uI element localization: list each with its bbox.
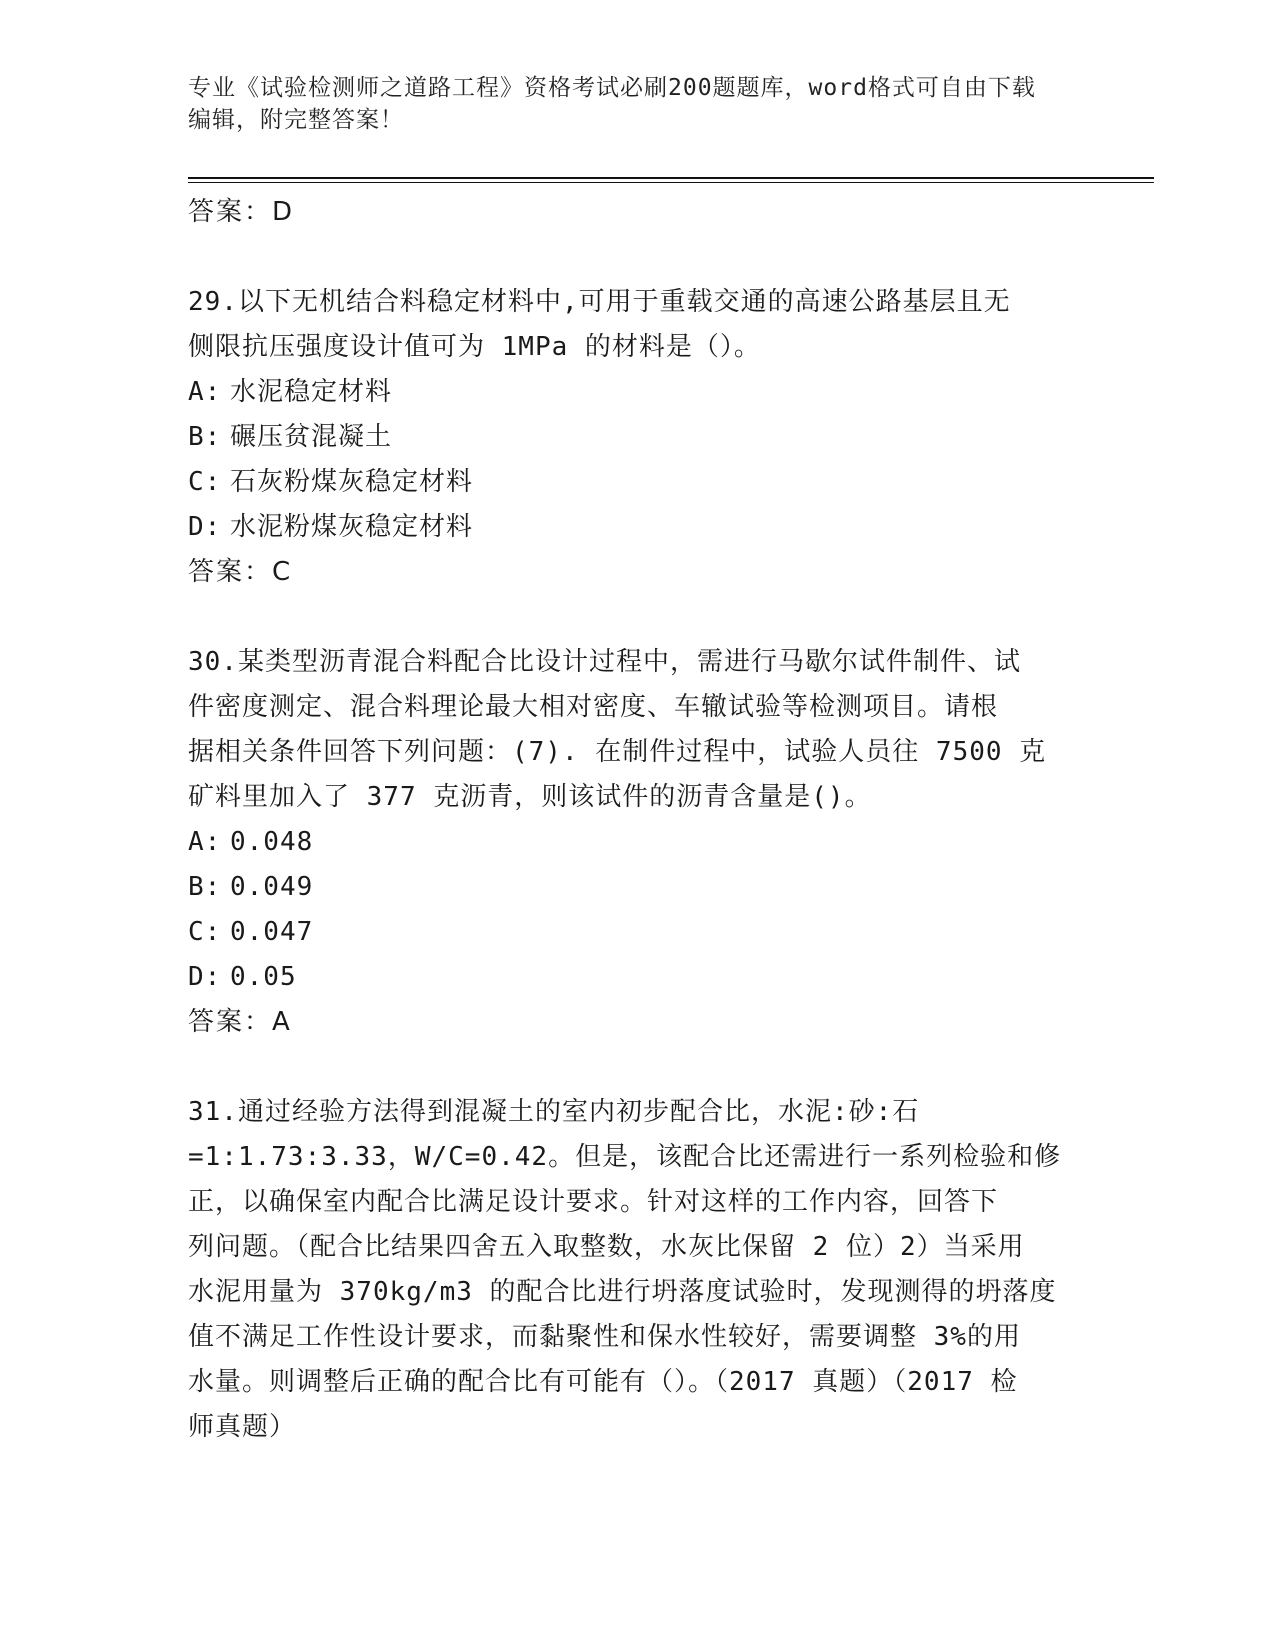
answer-line — [188, 550, 1078, 594]
answer-value: A — [272, 1007, 292, 1037]
question-29 — [188, 280, 1078, 594]
option-text: 水泥稳定材料 — [230, 377, 393, 407]
question-stem — [188, 280, 1078, 370]
option-c — [188, 460, 1078, 505]
question-stem-line: 30.某类型沥青混合料配合比设计过程中，需进行马歇尔试件制件、试 — [188, 647, 1021, 677]
option-c — [188, 910, 1078, 955]
option-d — [188, 955, 1078, 1000]
option-b — [188, 415, 1078, 460]
answer-line — [188, 190, 1078, 234]
answer-label: 答案： — [188, 557, 273, 587]
option-key: D: — [188, 512, 222, 542]
header-line-2: 编辑，附完整答案！ — [188, 107, 404, 133]
option-key: D: — [188, 962, 222, 992]
question-stem-line: 29.以下无机结合料稳定材料中,可用于重载交通的高速公路基层且无 — [188, 287, 1011, 317]
question-stem — [188, 1090, 1078, 1450]
option-text: 水泥粉煤灰稳定材料 — [230, 512, 474, 542]
answer-value: D — [272, 197, 295, 227]
option-text: 0.05 — [230, 962, 297, 992]
option-key: C: — [188, 467, 222, 497]
answer-value: C — [272, 557, 293, 587]
question-stem-line: 值不满足工作性设计要求，而黏聚性和保水性较好，需要调整 3%的用 — [188, 1322, 1021, 1352]
question-stem-line: =1:1.73:3.33，W/C=0.42。但是，该配合比还需进行一系列检验和修 — [188, 1142, 1062, 1172]
option-key: A: — [188, 377, 222, 407]
question-stem-line: 师真题） — [188, 1412, 297, 1442]
header-line-1: 专业《试验检测师之道路工程》资格考试必刷200题题库，word格式可自由下载 — [188, 75, 1036, 101]
question-30 — [188, 640, 1078, 1044]
answer-label: 答案： — [188, 197, 273, 227]
page-header — [188, 72, 1068, 136]
option-b — [188, 865, 1078, 910]
question-stem — [188, 640, 1078, 820]
question-stem-line: 侧限抗压强度设计值可为 1MPa 的材料是（）。 — [188, 332, 761, 362]
header-divider-thin — [188, 182, 1154, 183]
question-stem-line: 31.通过经验方法得到混凝土的室内初步配合比，水泥:砂:石 — [188, 1097, 920, 1127]
question-stem-line: 水泥用量为 370kg/m3 的配合比进行坍落度试验时，发现测得的坍落度 — [188, 1277, 1057, 1307]
option-text: 0.048 — [230, 827, 314, 857]
option-text: 0.049 — [230, 872, 314, 902]
document-body — [188, 190, 1078, 1450]
option-d — [188, 505, 1078, 550]
question-stem-line: 件密度测定、混合料理论最大相对密度、车辙试验等检测项目。请根 — [188, 692, 999, 722]
header-divider-thick — [188, 177, 1154, 179]
question-stem-line: 列问题。（配合比结果四舍五入取整数，水灰比保留 2 位）2）当采用 — [188, 1232, 1025, 1262]
option-text: 碾压贫混凝土 — [230, 422, 393, 452]
option-text: 石灰粉煤灰稳定材料 — [230, 467, 474, 497]
option-a — [188, 370, 1078, 415]
option-a — [188, 820, 1078, 865]
option-key: B: — [188, 422, 222, 452]
option-key: B: — [188, 872, 222, 902]
option-key: C: — [188, 917, 222, 947]
option-text: 0.047 — [230, 917, 314, 947]
question-stem-line: 据相关条件回答下列问题：(7). 在制件过程中，试验人员往 7500 克 — [188, 737, 1047, 767]
answer-label: 答案： — [188, 1007, 273, 1037]
question-stem-line: 正，以确保室内配合比满足设计要求。针对这样的工作内容，回答下 — [188, 1187, 999, 1217]
question-stem-line: 水量。则调整后正确的配合比有可能有（）。（2017 真题）（2017 检 — [188, 1367, 1018, 1397]
question-stem-line: 矿料里加入了 377 克沥青，则该试件的沥青含量是()。 — [188, 782, 872, 812]
question-31 — [188, 1090, 1078, 1450]
answer-line — [188, 1000, 1078, 1044]
option-key: A: — [188, 827, 222, 857]
